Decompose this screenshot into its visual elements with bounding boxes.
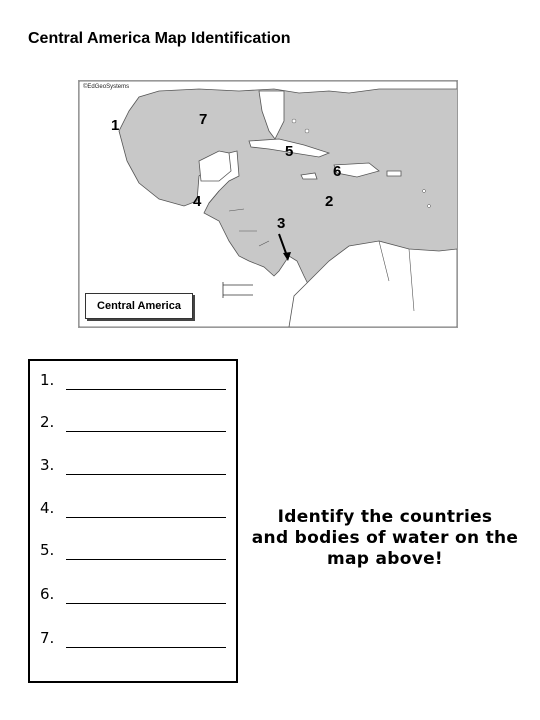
answer-number: 2. xyxy=(40,413,55,431)
instructions-line-2: and bodies of water on the xyxy=(251,528,519,548)
answer-blank-line[interactable] xyxy=(66,517,226,518)
answer-number: 6. xyxy=(40,585,55,603)
answer-blank-line[interactable] xyxy=(66,647,226,648)
map-number-5: 5 xyxy=(285,143,294,160)
answer-row-6 xyxy=(40,585,66,605)
instructions-text xyxy=(250,507,520,570)
answer-row-4 xyxy=(40,499,66,519)
page-title: Central America Map Identification xyxy=(28,30,291,47)
answer-row-2 xyxy=(40,413,66,433)
answer-blank-line[interactable] xyxy=(66,559,226,560)
map-number-4: 4 xyxy=(193,193,202,210)
map-number-1: 1 xyxy=(111,117,120,134)
central-america-map xyxy=(78,80,458,328)
scale-bar-graphic xyxy=(219,279,299,301)
answer-number: 3. xyxy=(40,456,55,474)
map-scale-bar xyxy=(219,279,299,301)
answer-row-7 xyxy=(40,629,66,649)
map-copyright: ©EdGeoSystems xyxy=(83,84,130,90)
map-number-7: 7 xyxy=(199,111,208,128)
answer-box xyxy=(28,359,238,683)
map-number-2: 2 xyxy=(325,193,334,210)
answer-row-1 xyxy=(40,371,66,391)
answer-blank-line[interactable] xyxy=(66,474,226,475)
map-label: Central America xyxy=(85,293,193,319)
answer-blank-line[interactable] xyxy=(66,389,226,390)
map-number-3: 3 xyxy=(277,215,286,232)
map-number-6: 6 xyxy=(333,163,342,180)
answer-number: 1. xyxy=(40,371,55,389)
instructions-line-3: map above! xyxy=(327,549,443,569)
instructions-line-1: Identify the countries xyxy=(277,507,493,527)
answer-number: 7. xyxy=(40,629,55,647)
answer-blank-line[interactable] xyxy=(66,603,226,604)
answer-number: 4. xyxy=(40,499,55,517)
answer-number: 5. xyxy=(40,541,55,559)
answer-row-3 xyxy=(40,456,66,476)
answer-blank-line[interactable] xyxy=(66,431,226,432)
answer-row-5 xyxy=(40,541,66,561)
